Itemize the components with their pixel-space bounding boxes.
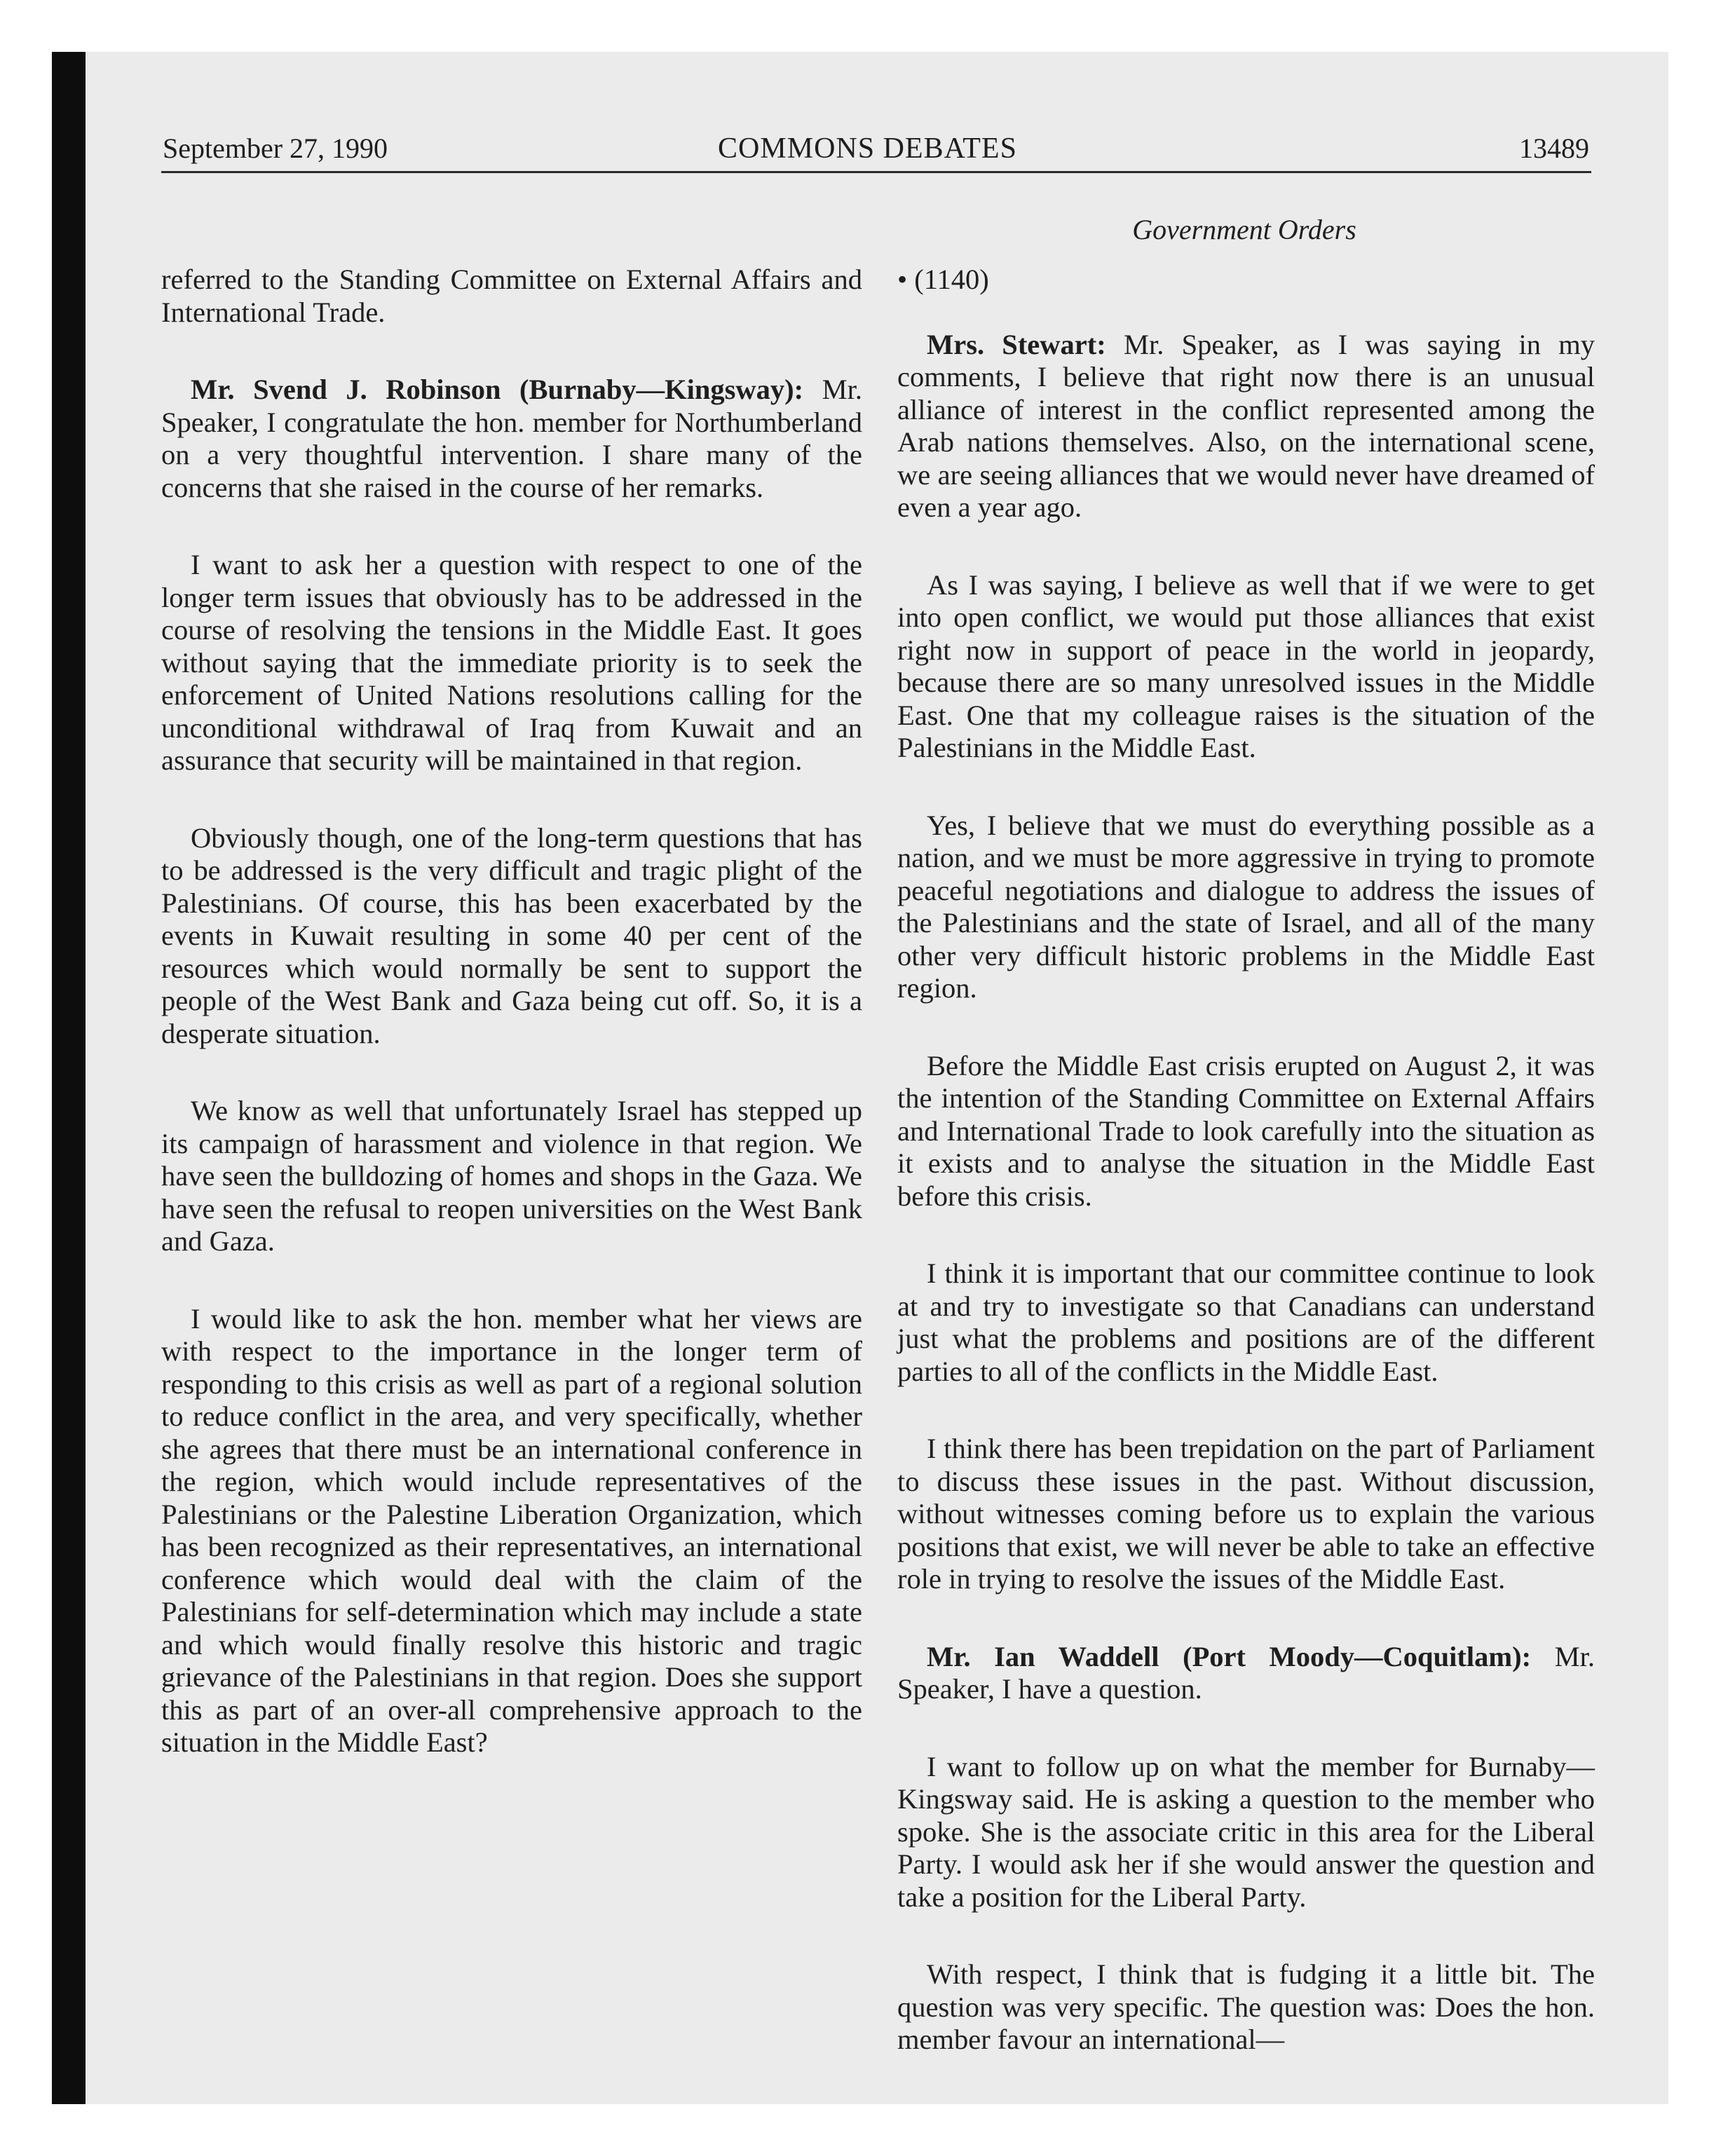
speech-paragraph [161,374,862,504]
paragraph [897,1050,1595,1213]
speaker-name: Mr. Ian Waddell (Port Moody—Coquitlam): [927,1640,1532,1672]
header-rule [161,171,1591,173]
paragraph [161,822,862,1051]
time-marker: • (1140) [897,264,989,295]
paragraph-text: I think there has been trepidation on the part of Parliament to discuss these issues in the past. Without discussion, without witnesses coming before us to explain the various positions that exist, we will never be able to take an effective role in trying to resolve the issues of the Middle East. [897,1433,1595,1595]
speech-paragraph [897,1641,1595,1706]
paragraph-text: As I was saying, I believe as well that if we were to get into open conflict, we would put those alliances that exist right now in support of peace in the world in jeopardy, because there are so many unresolved issues in the Middle East. One that my colleague raises is the situation of the Palestinians in the Middle East. [897,568,1595,763]
left-column [161,264,862,1804]
speaker-name: Mrs. Stewart: [927,328,1106,360]
right-column [897,264,1595,2101]
speaker-name: Mr. Svend J. Robinson (Burnaby—Kingsway): [191,374,804,405]
paragraph [897,569,1595,765]
paragraph-text: I would like to ask the hon. member what her views are with respect to the importance in the longer term of responding to this crisis as well as part of a regional solution to reduce conflict in the area, and very specifically, whether she agrees that there must be an international conference in the region, which would include representatives of the Palestinians or the Palestine Liberation Organization, which has been recognized as their representatives, an international conference which would deal with the claim of the Palestinians for self-determination which may include a state and which would finally resolve this historic and tragic grievance of the Palestinians in that region. Does she support this as part of an over-all comprehensive approach to the situation in the Middle East? [161,1302,862,1758]
paragraph [897,1257,1595,1388]
paragraph [161,549,862,777]
paragraph-text: I want to follow up on what the member for Burnaby—Kingsway said. He is asking a question to the member who spoke. She is the associate critic in this area for the Liberal Party. I would ask her if she would answer the question and take a position for the Liberal Party. [897,1750,1595,1913]
speech-paragraph [897,329,1595,524]
paragraph-text: We know as well that unfortunately Israel has stepped up its campaign of harassment and violence in that region. We have seen the bulldozing of homes and shops in the Gaza. We have seen the refusal to reopen universities on the West Bank and Gaza. [161,1095,862,1257]
scan-binding-edge [52,52,86,2104]
paragraph [161,264,862,329]
paragraph-text: Obviously though, one of the long-term questions that has to be addressed is the very difficult and tragic plight of the Palestinians. Of course, this has been exacerbated by the events in Kuwait resulting in some 40 per cent of the resources which would normally be sent to support the people of the West Bank and Gaza being cut off. So, it is a desperate situation. [161,821,862,1049]
paragraph-text: I think it is important that our committee continue to look at and try to investigate so that Canadians can understand just what the problems and positions are of the different parties to all of the conflicts in the Middle East. [897,1257,1595,1387]
paragraph [897,810,1595,1005]
header-title: COMMONS DEBATES [718,132,1017,165]
paragraph [897,1433,1595,1596]
paragraph-text: Mr. Speaker, I congratulate the hon. member for Northumberland on a very thoughtful intervention. I share many of the concerns that she raised in the course of her remarks. [161,374,862,503]
paragraph-text: Before the Middle East crisis erupted on August 2, it was the intention of the Standing Committee on External Affairs and International Trade to look carefully into the situation as it exists and to analyse the situation in the Middle East before this crisis. [897,1049,1595,1212]
paragraph-text: Mr. Speaker, as I was saying in my comments, I believe that right now there is an unusual alliance of interest in the conflict represented among the Arab nations themselves. Also, on the international scene, we are seeing alliances that we would never have dreamed of even a year ago. [897,328,1595,523]
paragraph-text: I want to ask her a question with respect to one of the longer term issues that obviously has to be addressed in the course of resolving the tensions in the Middle East. It goes without saying that the immediate priority is to seek the enforcement of United Nations resolutions calling for the unconditional withdrawal of Iraq from Kuwait and an assurance that security will be maintained in that region. [161,549,862,776]
paragraph [161,1303,862,1759]
paragraph-text: Mr. Speaker, I have a question. [897,1640,1595,1705]
paragraph [897,1751,1595,1914]
paragraph-text: Yes, I believe that we must do everything possible as a nation, and we must be more aggressive in trying to promote peaceful negotiations and dialogue to address the issues of the Palestinians and the state of Israel, and all of the many other very difficult historic problems in the Middle East region. [897,809,1595,1004]
section-title: Government Orders [1132,214,1356,245]
header-date: September 27, 1990 [163,132,388,164]
header-page-number: 13489 [1519,132,1589,164]
paragraph-text: With respect, I think that is fudging it a little bit. The question was very specific. The question was: Does the hon. member favour an international— [897,1958,1595,2055]
paragraph [897,1958,1595,2056]
paragraph [161,1095,862,1258]
paragraph-text: referred to the Standing Committee on External Affairs and International Trade. [161,264,862,328]
